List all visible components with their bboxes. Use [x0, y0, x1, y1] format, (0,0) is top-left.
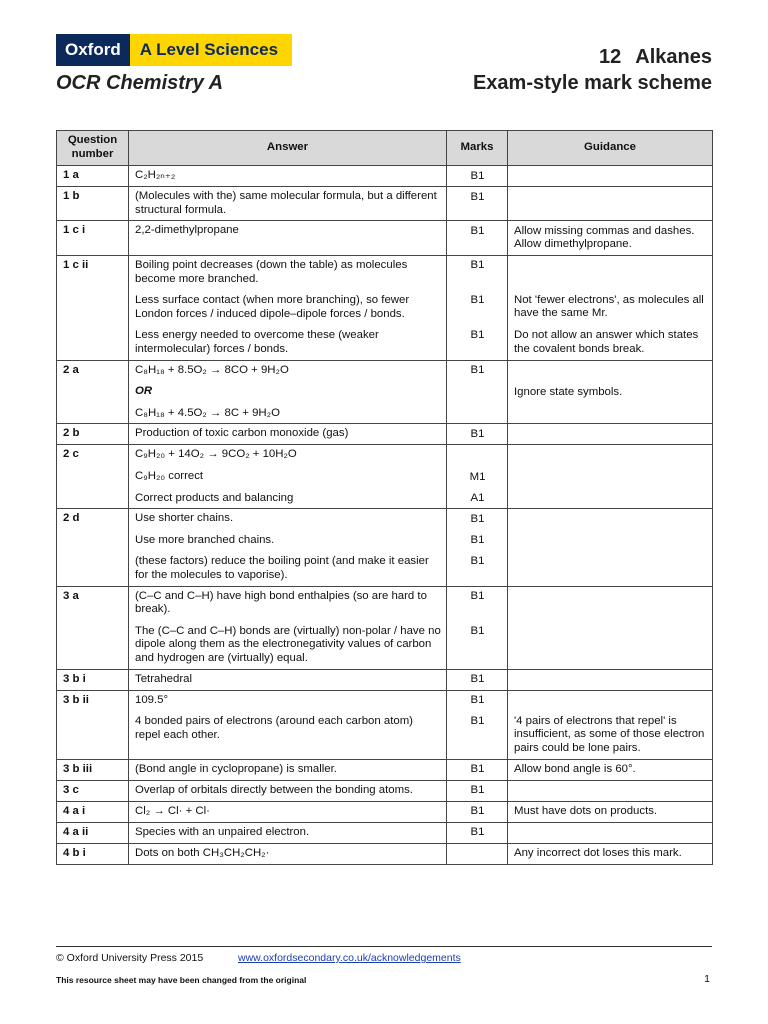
- answer-cell: [129, 424, 447, 445]
- guidance-cell: [508, 221, 713, 256]
- guidance-cell: [508, 509, 713, 586]
- answer-cell: [129, 586, 447, 669]
- table-row: [57, 509, 713, 586]
- table-row: [57, 424, 713, 445]
- marks-cell: [447, 221, 508, 256]
- marks-cell: [447, 445, 508, 509]
- marks-value: B1: [470, 590, 485, 603]
- table-row: [57, 690, 713, 759]
- guidance-text: Ignore state symbols.: [514, 385, 623, 398]
- answer-line: Use more branched chains.: [135, 533, 275, 546]
- table-row: [57, 780, 713, 801]
- guidance-cell: [508, 424, 713, 445]
- answer-cell: [129, 822, 447, 843]
- answer-line: Less energy needed to overcome these (weaker intermolecular) forces / bonds.: [135, 329, 379, 355]
- answer-line: C₉H₂₀ correct: [135, 470, 204, 482]
- question-number: 3 b ii: [57, 690, 129, 759]
- guidance-cell: [508, 586, 713, 669]
- marks-value: B1: [470, 624, 485, 637]
- guidance-cell: [508, 690, 713, 759]
- answer-line: (C–C and C–H) have high bond enthalpies (so are hard to break).: [135, 589, 427, 616]
- answer-line: C₈H₁₈ + 4.5O₂ → 8C + 9H₂O: [135, 406, 280, 419]
- answer-line: 2,2-dimethylpropane: [135, 224, 239, 237]
- marks-value: B1: [470, 763, 485, 775]
- acknowledgements-link[interactable]: www.oxfordsecondary.co.uk/acknowledgements: [238, 952, 461, 964]
- answer-line: Boiling point decreases (down the table) as molecules become more branched.: [135, 258, 408, 285]
- answer-cell: [129, 509, 447, 586]
- table-row: [57, 822, 713, 843]
- marks-value: A1: [470, 491, 485, 504]
- chapter-heading: [599, 46, 712, 69]
- guidance-text: Allow bond angle is 60°.: [514, 763, 636, 775]
- marks-value: B1: [470, 826, 485, 839]
- answer-line: Production of toxic carbon monoxide (gas): [135, 427, 349, 440]
- table-row: [57, 843, 713, 864]
- marks-value: B1: [470, 329, 485, 342]
- answer-line: Overlap of orbitals directly between the bonding atoms.: [135, 783, 413, 796]
- marks-cell: [447, 360, 508, 424]
- marks-cell: [447, 669, 508, 690]
- answer-cell: [129, 255, 447, 360]
- answer-cell: [129, 759, 447, 780]
- header-answer: Answer: [129, 131, 447, 166]
- table-row: [57, 759, 713, 780]
- table-row: [57, 221, 713, 256]
- table-row: [57, 166, 713, 187]
- oxford-logo: [56, 34, 292, 66]
- answer-cell: [129, 187, 447, 221]
- logo-series: A Level Sciences: [130, 34, 292, 66]
- answer-cell: [129, 360, 447, 424]
- chapter-title: Alkanes: [635, 46, 712, 68]
- marks-value: B1: [470, 533, 485, 546]
- marks-cell: [447, 509, 508, 586]
- answer-line: 109.5°: [135, 693, 169, 706]
- table-row: [57, 360, 713, 424]
- mark-scheme-table-wrap: [56, 130, 712, 865]
- table-row: [57, 445, 713, 509]
- question-number: 1 c i: [57, 221, 129, 256]
- marks-cell: [447, 759, 508, 780]
- answer-line: C₉H₂₀ + 14O₂ → 9CO₂ + 10H₂O: [135, 448, 297, 461]
- answer-line: C₂H₂ₙ₊₂: [135, 169, 176, 181]
- answer-line: (these factors) reduce the boiling point (and make it easier for the molecules to vaporise).: [135, 555, 429, 581]
- answer-line: OR: [135, 385, 153, 398]
- answer-line: Tetrahedral: [135, 672, 192, 685]
- header-marks: Marks: [447, 131, 508, 166]
- header-guidance: Guidance: [508, 131, 713, 166]
- guidance-cell: [508, 187, 713, 221]
- marks-cell: [447, 166, 508, 187]
- answer-line: Correct products and balancing: [135, 491, 294, 504]
- answer-cell: [129, 166, 447, 187]
- table-row: [57, 586, 713, 669]
- subject-title: OCR Chemistry A: [56, 72, 224, 94]
- answer-line: Dots on both CH₃CH₂CH₂·: [135, 846, 270, 859]
- question-number: 1 a: [57, 166, 129, 187]
- marks-value: B1: [470, 784, 485, 797]
- question-number: 2 a: [57, 360, 129, 424]
- table-row: [57, 669, 713, 690]
- chapter-number: 12: [599, 46, 622, 68]
- marks-value: B1: [470, 673, 485, 686]
- marks-value: B1: [470, 555, 485, 568]
- guidance-text: Allow missing commas and dashes. Allow dimethylpropane.: [514, 224, 695, 251]
- answer-line: (Bond angle in cyclopropane) is smaller.: [135, 762, 337, 775]
- marks-cell: [447, 780, 508, 801]
- guidance-cell: [508, 822, 713, 843]
- answer-line: The (C–C and C–H) bonds are (virtually) non-polar / have no dipole along them as the electronegativity values of carbon and hydrogen are (virtually) equal.: [135, 624, 441, 664]
- guidance-text: Not 'fewer electrons', as molecules all have the same Mr.: [514, 293, 704, 320]
- marks-value: B1: [470, 169, 485, 182]
- marks-cell: [447, 586, 508, 669]
- header-question: Question number: [57, 131, 129, 166]
- footer-rule: [56, 946, 712, 947]
- marks-value: B1: [470, 694, 485, 707]
- question-number: 3 b i: [57, 669, 129, 690]
- answer-line: (Molecules with the) same molecular formula, but a different structural formula.: [135, 190, 437, 216]
- guidance-text: Must have dots on products.: [514, 805, 658, 818]
- question-number: 4 a i: [57, 801, 129, 822]
- marks-cell: [447, 424, 508, 445]
- mark-scheme-table: [56, 130, 713, 865]
- marks-value: B1: [470, 805, 485, 818]
- logo-oxford: Oxford: [56, 34, 130, 66]
- answer-cell: [129, 445, 447, 509]
- marks-value: M1: [469, 470, 486, 483]
- question-number: 3 a: [57, 586, 129, 669]
- answer-line: 4 bonded pairs of electrons (around each carbon atom) repel each other.: [135, 715, 413, 741]
- question-number: 3 b iii: [57, 759, 129, 780]
- copyright: © Oxford University Press 2015: [56, 952, 204, 964]
- marks-cell: [447, 801, 508, 822]
- changed-note: This resource sheet may have been changed from the original: [56, 975, 307, 985]
- guidance-text: '4 pairs of electrons that repel' is insufficient, as some of those electron pairs could be lone pairs.: [514, 714, 705, 754]
- guidance-cell: [508, 759, 713, 780]
- guidance-text: Any incorrect dot loses this mark.: [514, 847, 682, 860]
- answer-line: Cl₂ → Cl· + Cl·: [135, 804, 210, 817]
- marks-value: B1: [470, 427, 485, 440]
- answer-line: Use shorter chains.: [135, 512, 234, 525]
- marks-cell: [447, 187, 508, 221]
- guidance-text: Do not allow an answer which states the covalent bonds break.: [514, 329, 699, 355]
- guidance-cell: [508, 445, 713, 509]
- question-number: 4 a ii: [57, 822, 129, 843]
- marks-value: B1: [470, 294, 485, 307]
- marks-value: B1: [470, 364, 485, 377]
- document-title: Exam-style mark scheme: [472, 72, 712, 94]
- answer-cell: [129, 843, 447, 864]
- question-number: 2 c: [57, 445, 129, 509]
- marks-cell: [447, 843, 508, 864]
- marks-value: B1: [470, 224, 485, 237]
- guidance-cell: [508, 801, 713, 822]
- answer-cell: [129, 780, 447, 801]
- marks-value: B1: [470, 715, 485, 728]
- guidance-cell: [508, 669, 713, 690]
- question-number: 1 b: [57, 187, 129, 221]
- answer-line: Species with an unpaired electron.: [135, 825, 310, 838]
- guidance-cell: [508, 166, 713, 187]
- marks-value: B1: [470, 259, 485, 272]
- marks-value: B1: [470, 190, 485, 203]
- marks-value: B1: [470, 512, 485, 525]
- answer-cell: [129, 690, 447, 759]
- table-row: [57, 255, 713, 360]
- guidance-cell: [508, 780, 713, 801]
- guidance-cell: [508, 843, 713, 864]
- table-header-row: [57, 131, 713, 166]
- answer-line: Less surface contact (when more branching), so fewer London forces / induced dipole–dipole forces / bonds.: [135, 294, 410, 320]
- guidance-cell: [508, 255, 713, 360]
- page-number: 1: [704, 973, 710, 985]
- answer-cell: [129, 221, 447, 256]
- question-number: 3 c: [57, 780, 129, 801]
- table-row: [57, 187, 713, 221]
- guidance-cell: [508, 360, 713, 424]
- question-number: 1 c ii: [57, 255, 129, 360]
- table-row: [57, 801, 713, 822]
- answer-cell: [129, 669, 447, 690]
- question-number: 4 b i: [57, 843, 129, 864]
- question-number: 2 d: [57, 509, 129, 586]
- marks-cell: [447, 690, 508, 759]
- marks-cell: [447, 822, 508, 843]
- marks-cell: [447, 255, 508, 360]
- answer-line: C₈H₁₈ + 8.5O₂ → 8CO + 9H₂O: [135, 363, 289, 376]
- answer-cell: [129, 801, 447, 822]
- question-number: 2 b: [57, 424, 129, 445]
